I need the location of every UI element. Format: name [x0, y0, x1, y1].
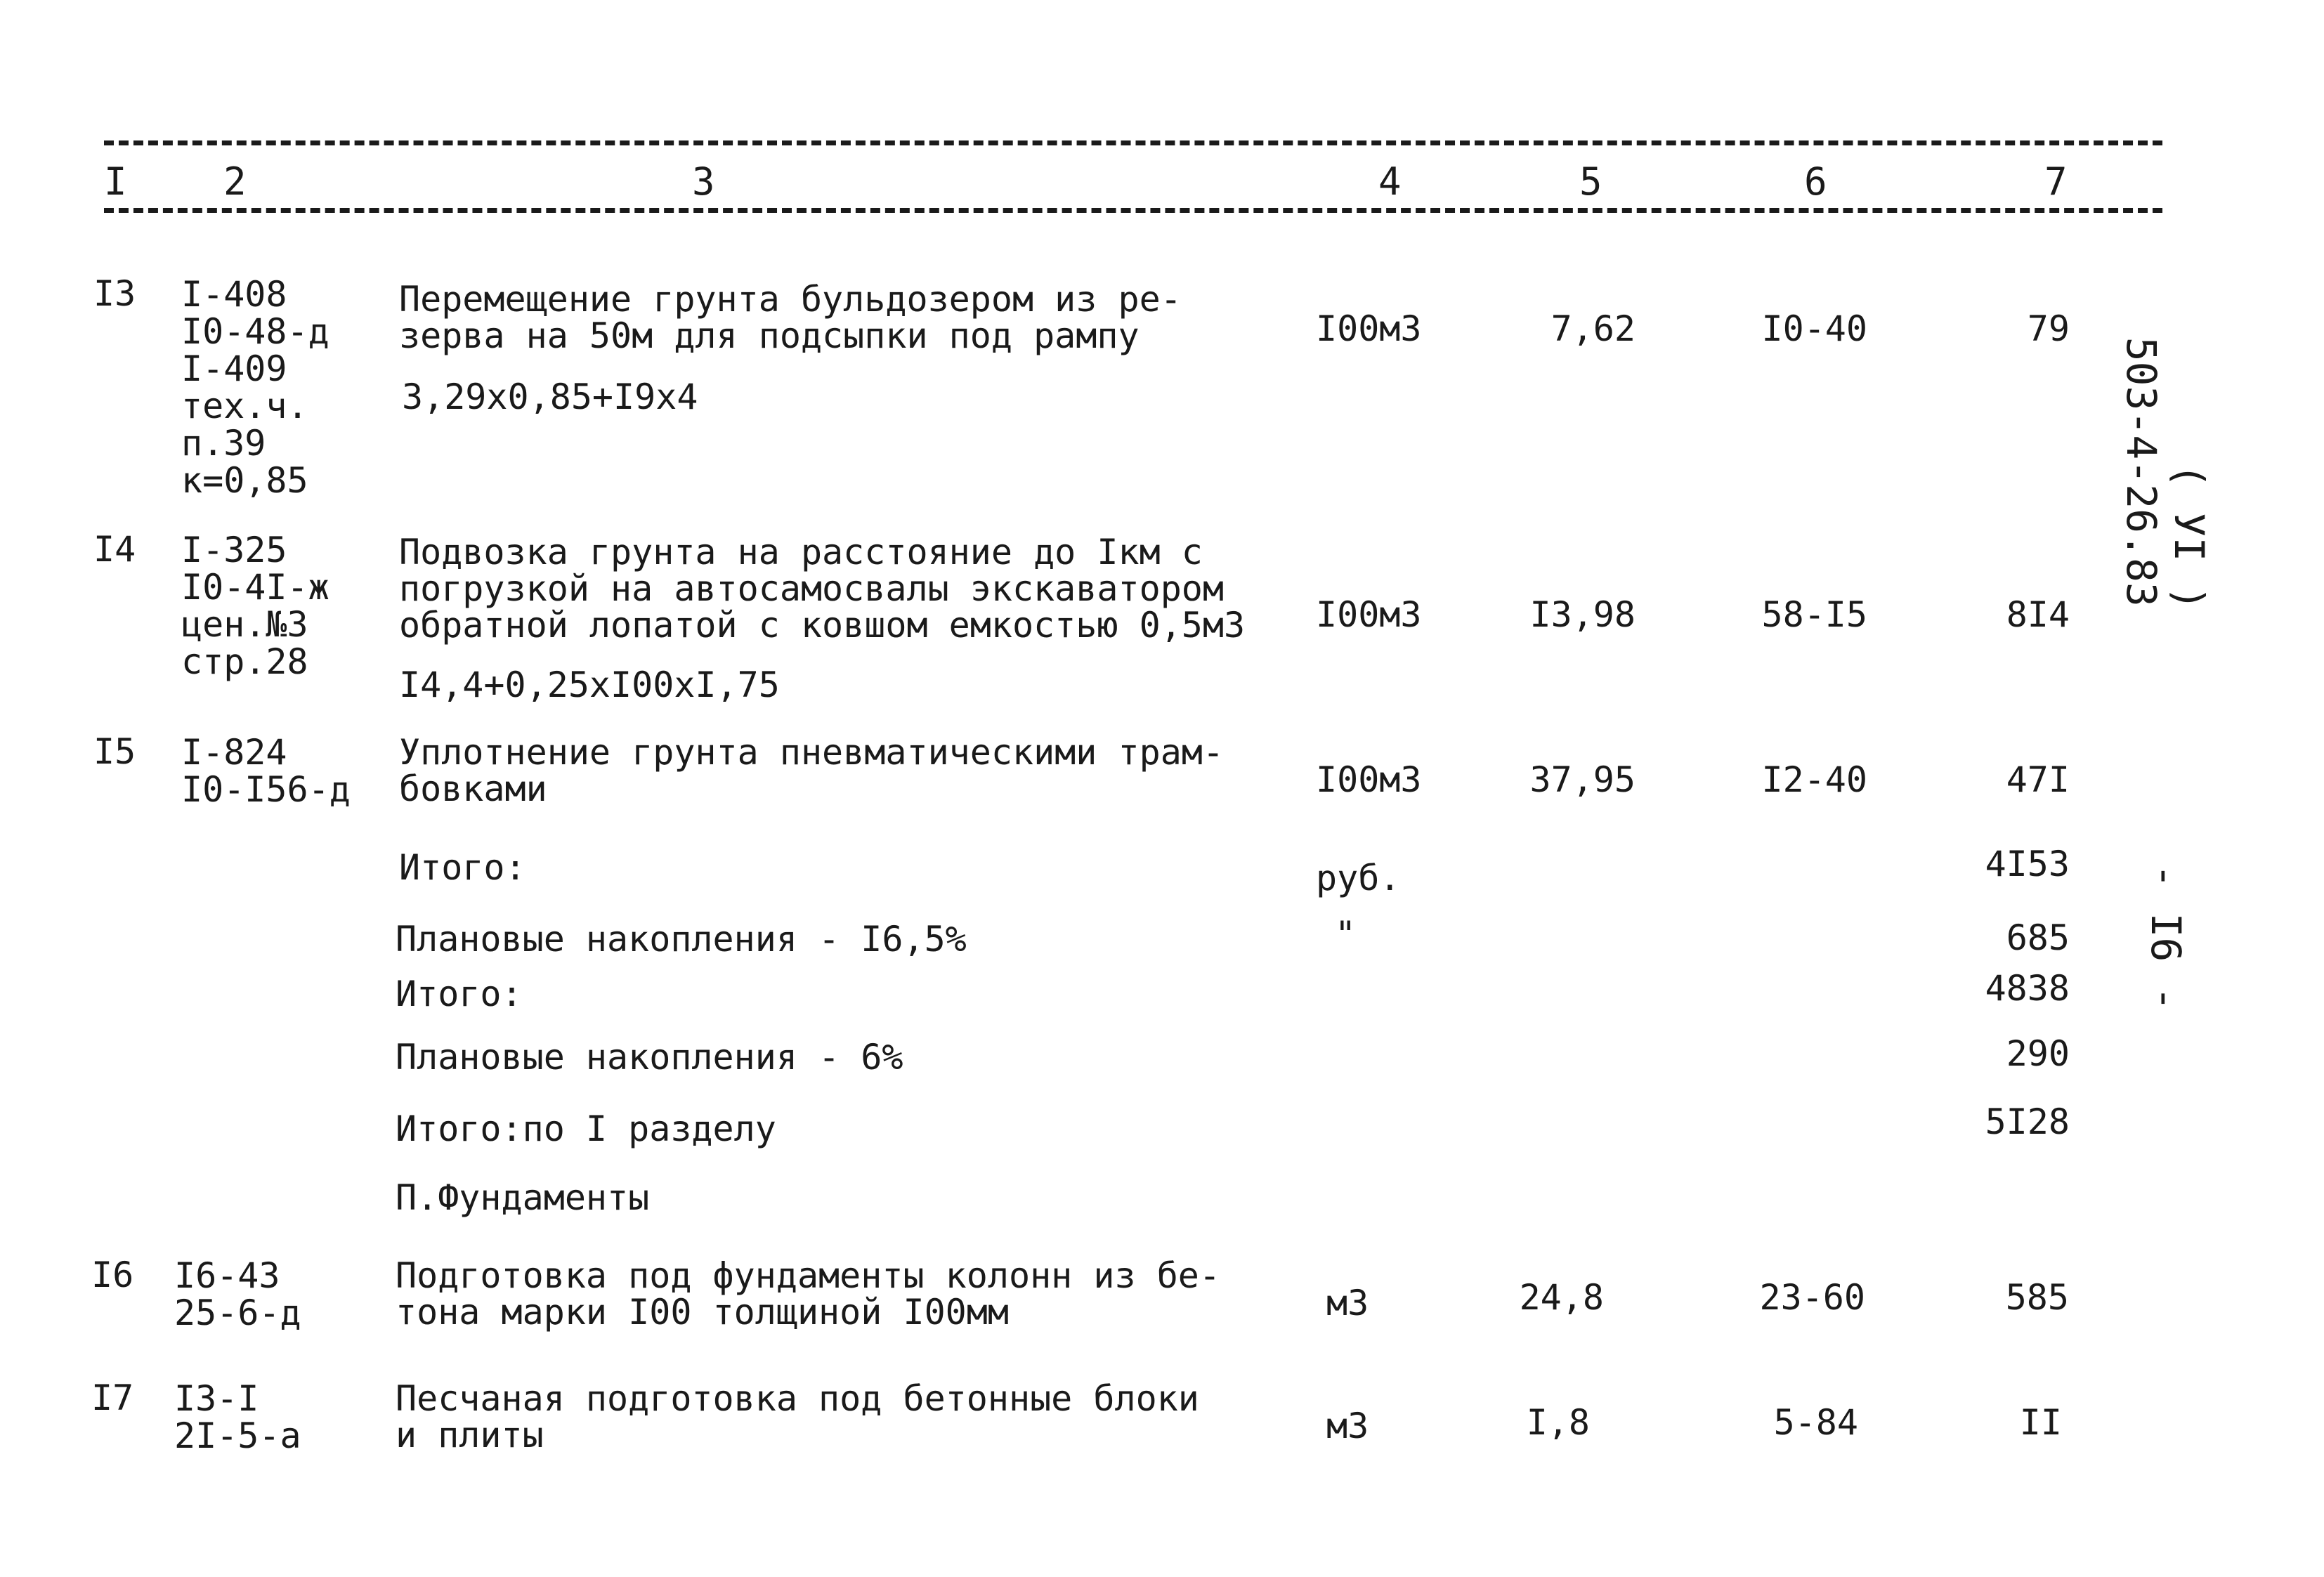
header-top-rule	[104, 140, 2162, 145]
section-title: П.Фундаменты	[396, 1177, 650, 1218]
col-header-5: 5	[1579, 159, 1602, 204]
row-quantity: 37,95	[1529, 759, 1636, 800]
row-codes: I6-43 25-6-д	[174, 1255, 301, 1333]
row-description: Перемещение грунта бульдозером из ре- зерва на 50м для подсыпки под рампу	[399, 279, 1182, 356]
row-codes: I-824 I0-I56-д	[181, 732, 351, 810]
summary-label: Итого:по I разделу	[396, 1108, 776, 1149]
col-header-7: 7	[2044, 159, 2068, 204]
row-price: 23-60	[1759, 1277, 1865, 1318]
header-bottom-rule	[104, 208, 2162, 213]
row-price: I0-40	[1761, 308, 1867, 349]
row-codes: I-325 I0-4I-ж цен.№3 стр.28	[181, 530, 329, 682]
page-number	[2094, 766, 2238, 1011]
summary-total: 290	[2006, 1033, 2070, 1074]
summary-label: Итого:	[396, 974, 523, 1014]
part-stamp	[2117, 365, 2261, 610]
row-description: Подвозка грунта на расстояние до Iкм с погрузкой на автосамосвалы экскаватором обратной лопатой с ковшом емкостью 0,5м3	[399, 532, 1246, 646]
row-total: 8I4	[2006, 594, 2070, 635]
summary-label: Плановые накопления - I6,5%	[396, 919, 967, 960]
row-total: 585	[2005, 1277, 2069, 1318]
row-codes: I3-I 2I-5-а	[174, 1378, 301, 1456]
col-header-2: 2	[223, 159, 247, 204]
row-quantity: I3,98	[1529, 594, 1636, 635]
row-formula: I4,4+0,25хI00хI,75	[399, 665, 780, 705]
row-description: Подготовка под фундаменты колонн из бе- тона марки I00 толщиной I00мм	[396, 1255, 1220, 1333]
row-codes: I-408 I0-48-д I-409 тех.ч. п.39 к=0,85	[181, 274, 329, 501]
row-quantity: 24,8	[1519, 1277, 1604, 1318]
part-text: ( УI )	[2165, 463, 2213, 611]
row-formula: 3,29х0,85+I9х4	[402, 377, 698, 417]
col-header-1: I	[104, 159, 127, 204]
col-header-3: 3	[692, 159, 715, 204]
row-unit: I00м3	[1316, 759, 1422, 800]
summary-total: 5I28	[1985, 1101, 2070, 1142]
row-quantity: I,8	[1526, 1402, 1590, 1443]
row-number: I7	[91, 1378, 134, 1418]
row-number: I6	[91, 1255, 134, 1295]
row-description: Уплотнение грунта пневматическими трам- бовками	[399, 732, 1224, 809]
summary-label: Итого:	[399, 847, 526, 888]
doc-code-text: 503-4-26.83	[2117, 336, 2165, 607]
col-header-4: 4	[1378, 159, 1402, 204]
row-description: Песчаная подготовка под бетонные блоки и плиты	[396, 1378, 1199, 1455]
row-unit: м3	[1326, 1406, 1369, 1446]
row-unit: I00м3	[1316, 308, 1422, 349]
row-number: I4	[93, 529, 136, 570]
row-price: 5-84	[1773, 1402, 1858, 1443]
summary-total: 685	[2006, 917, 2070, 958]
row-price: 58-I5	[1761, 594, 1867, 635]
row-unit: м3	[1326, 1283, 1369, 1323]
summary-label: Плановые накопления - 6%	[396, 1037, 903, 1078]
row-quantity: 7,62	[1551, 308, 1636, 349]
row-number: I3	[93, 273, 136, 314]
col-header-6: 6	[1804, 159, 1827, 204]
summary-total: 4I53	[1985, 844, 2070, 884]
row-unit: I00м3	[1316, 594, 1422, 635]
page-number-text: - I6 -	[2142, 863, 2190, 1012]
summary-total: 4838	[1985, 968, 2070, 1009]
summary-unit: "	[1335, 914, 1357, 955]
summary-unit: руб.	[1316, 858, 1401, 898]
row-price: I2-40	[1761, 759, 1867, 800]
row-number: I5	[93, 731, 136, 772]
row-total: 47I	[2006, 759, 2070, 800]
row-total: II	[2019, 1402, 2062, 1443]
row-total: 79	[2027, 308, 2070, 349]
